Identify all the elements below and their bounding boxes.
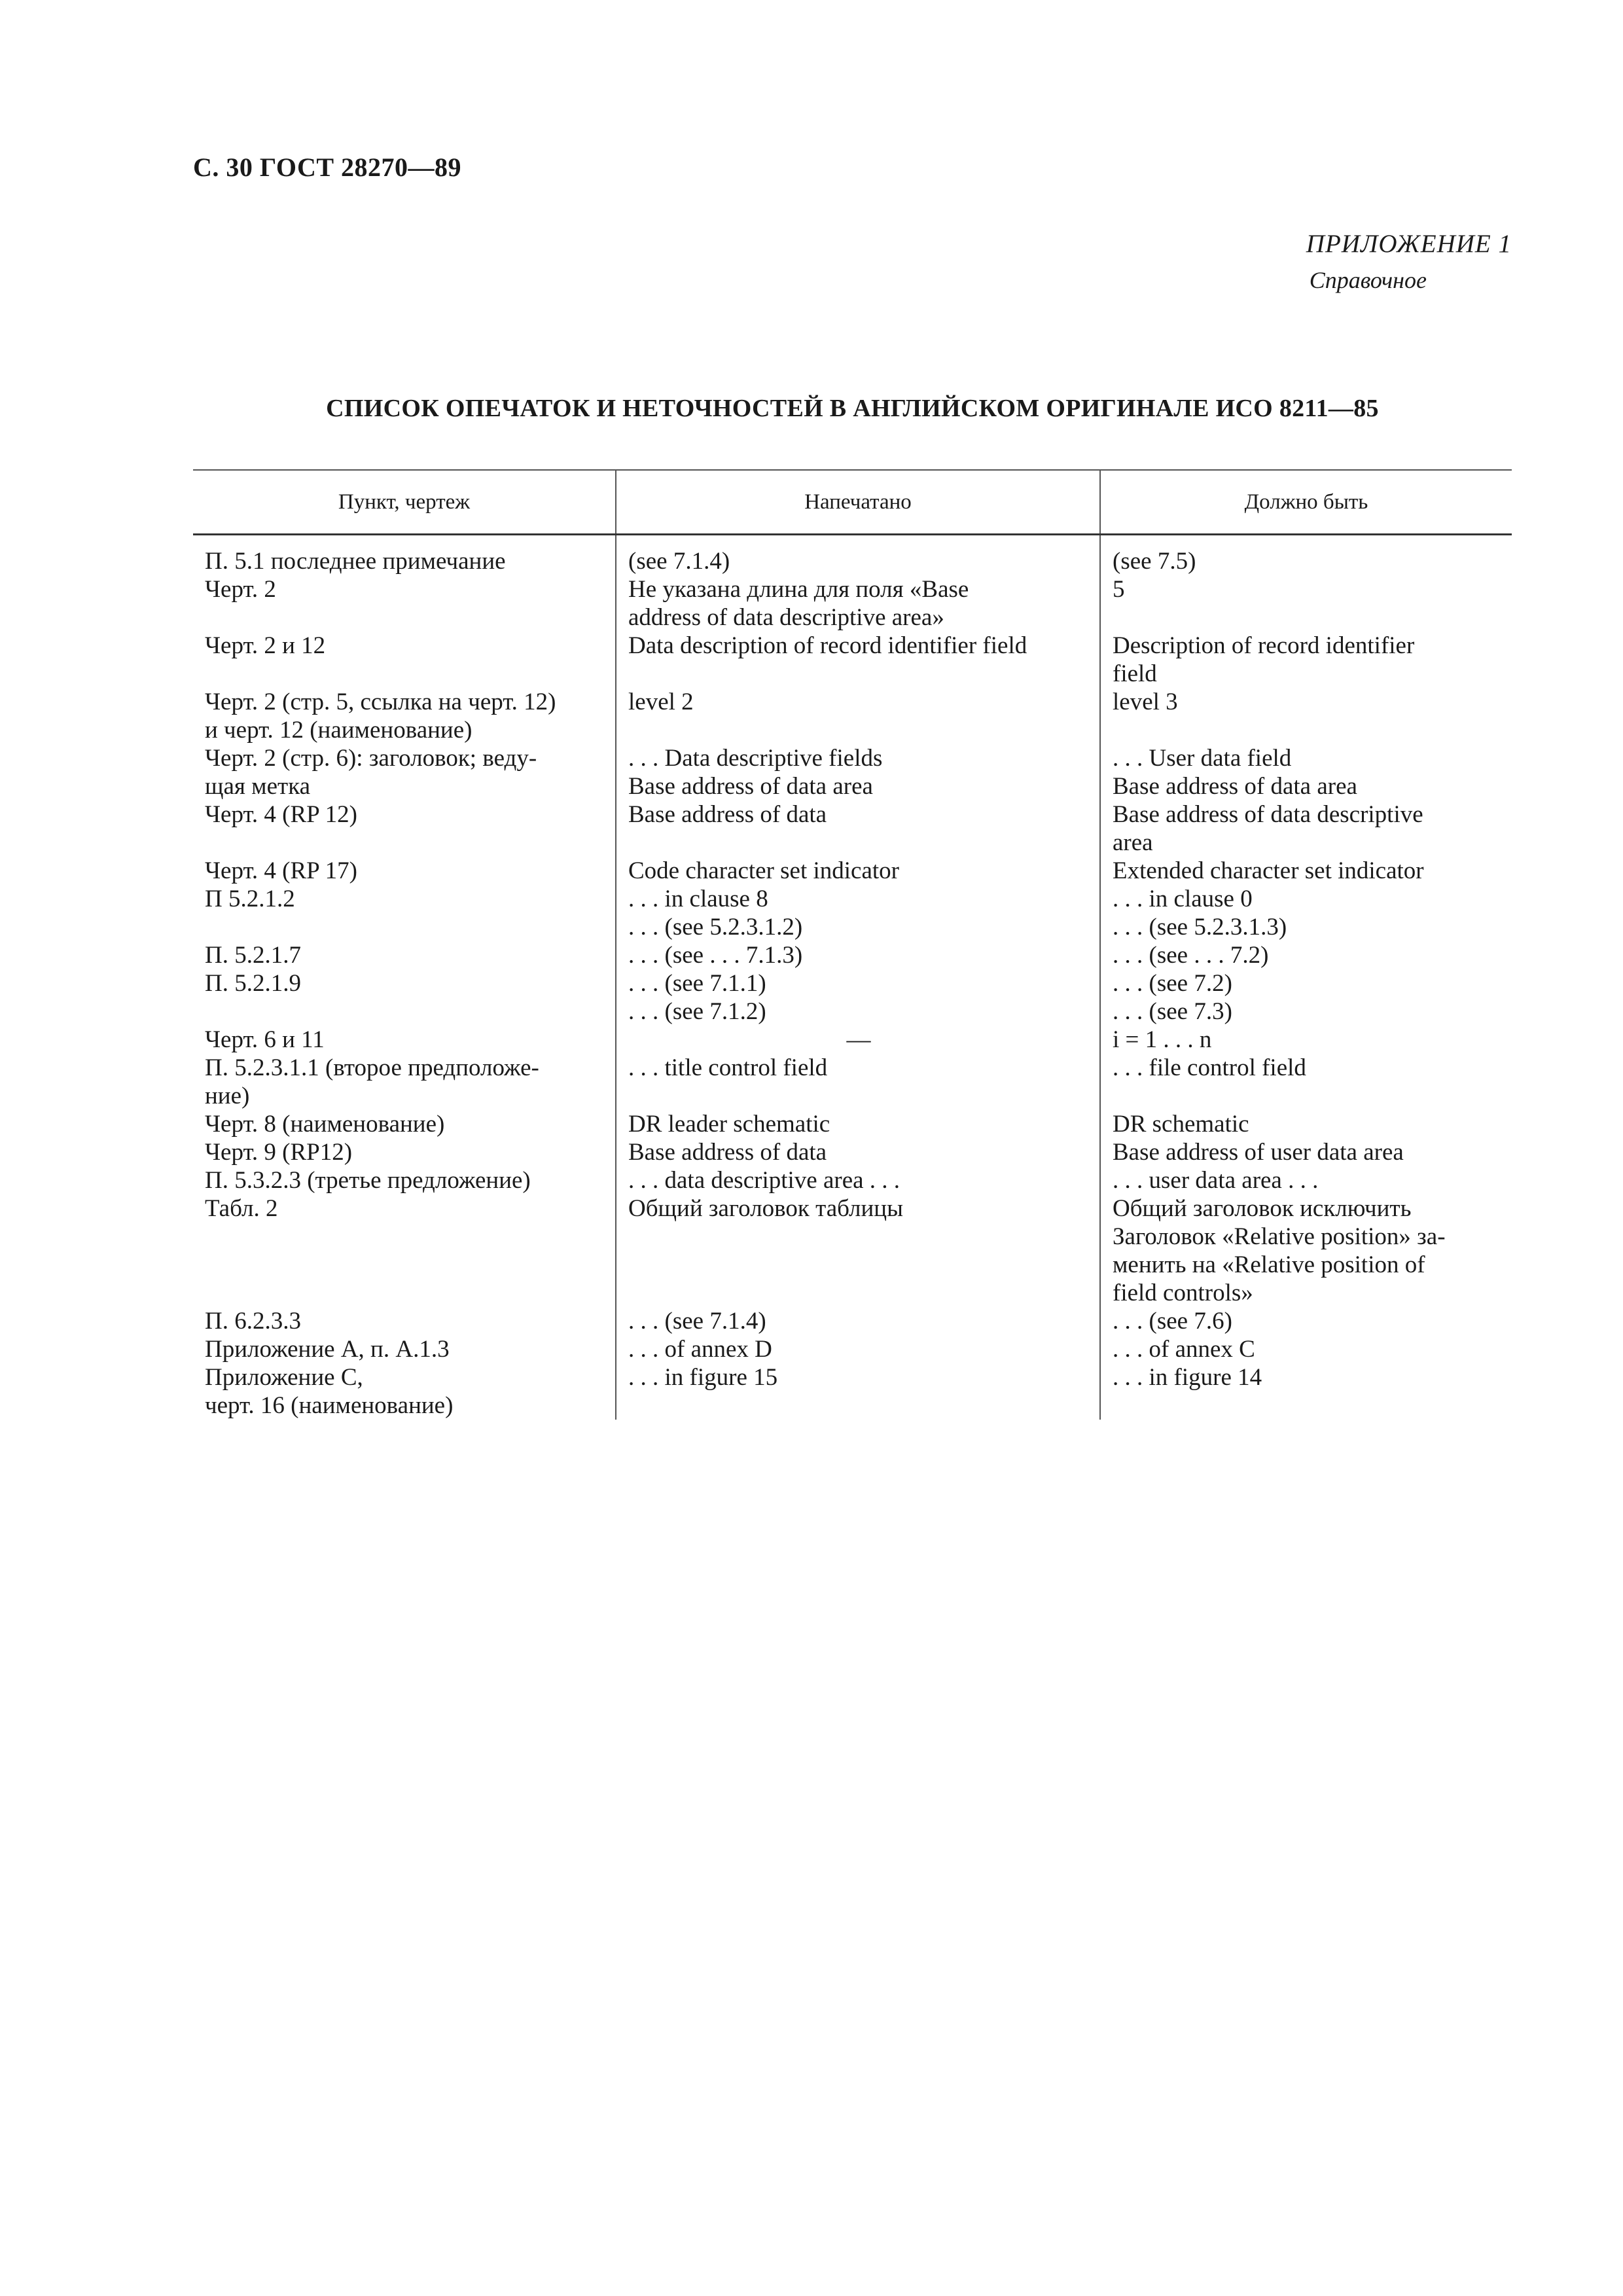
clause-cell: П. 5.3.2.3 (третье предложение) (205, 1167, 531, 1194)
printed-cell: . . . of annex D (628, 1336, 772, 1363)
clause-cell (205, 603, 605, 632)
clause-cell: Приложение А, п. А.1.3 (205, 1336, 450, 1363)
printed-cell: . . . Data descriptive fields (628, 745, 883, 772)
printed-cell (628, 1082, 1089, 1110)
correct-cell (1113, 603, 1501, 632)
correct-cell: . . . (see 5.2.3.1.3) (1113, 914, 1287, 941)
correct-cell: Общий заголовок исключить (1113, 1195, 1412, 1222)
printed-cell: . . . (see . . . 7.1.3) (628, 942, 803, 969)
clause-cell: Табл. 2 (205, 1195, 278, 1222)
correct-cell: i = 1 . . . n (1113, 1026, 1212, 1053)
clause-cell: Приложение С, (205, 1364, 363, 1391)
document-title: СПИСОК ОПЕЧАТОК И НЕТОЧНОСТЕЙ В АНГЛИЙСКОМ ОРИГИНАЛЕ ИСО 8211—85 (326, 395, 1379, 422)
correct-cell: . . . (see 7.2) (1113, 970, 1232, 997)
printed-cell (628, 1391, 1089, 1420)
annex-title: ПРИЛОЖЕНИЕ 1 (1306, 230, 1512, 258)
correct-cell: Extended character set indicator (1113, 857, 1424, 884)
printed-cell: . . . in figure 15 (628, 1364, 778, 1391)
printed-cell: — (846, 1026, 871, 1053)
printed-cell: Общий заголовок таблицы (628, 1195, 903, 1222)
correct-cell: . . . user data area . . . (1113, 1167, 1319, 1194)
clause-cell: Черт. 2 (стр. 6): заголовок; веду- (205, 745, 537, 772)
printed-cell: . . . data descriptive area . . . (628, 1167, 901, 1194)
correct-cell: . . . of annex C (1113, 1336, 1255, 1363)
correct-cell: менить на «Relative position of (1113, 1251, 1425, 1278)
correct-cell: level 3 (1113, 689, 1178, 715)
correct-cell: . . . in figure 14 (1113, 1364, 1262, 1391)
clause-cell: П. 5.2.1.9 (205, 970, 301, 997)
correct-cell: 5 (1113, 576, 1125, 603)
printed-cell (628, 829, 1089, 857)
correct-cell (1113, 1082, 1501, 1110)
printed-cell: Code character set indicator (628, 857, 899, 884)
clause-cell: и черт. 12 (наименование) (205, 717, 473, 744)
correct-cell: DR schematic (1113, 1111, 1249, 1138)
printed-cell: . . . (see 5.2.3.1.2) (628, 914, 803, 941)
clause-cell (205, 997, 605, 1026)
column-header-clause: Пункт, чертеж (193, 470, 616, 535)
clause-cell: Черт. 6 и 11 (205, 1026, 325, 1053)
printed-cell: . . . (see 7.1.2) (628, 998, 766, 1025)
errata-table (193, 469, 1512, 1420)
printed-cell (628, 1279, 1089, 1307)
correct-cell: . . . User data field (1113, 745, 1292, 772)
clause-cell (205, 1279, 605, 1307)
correct-cell: Base address of user data area (1113, 1139, 1404, 1166)
printed-cell: Data description of record identifier field (628, 632, 1027, 659)
clause-cell: ние) (205, 1083, 250, 1109)
clause-cell (205, 913, 605, 941)
clause-cell: Черт. 2 (стр. 5, ссылка на черт. 12) (205, 689, 556, 715)
correct-cell: . . . (see 7.6) (1113, 1308, 1232, 1335)
printed-cell: Base address of data area (628, 773, 873, 800)
clause-cell: щая метка (205, 773, 311, 800)
correct-cell: Description of record identifier (1113, 632, 1415, 659)
correct-cell: Base address of data area (1113, 773, 1357, 800)
printed-cell (628, 716, 1089, 744)
printed-cell (628, 1251, 1089, 1279)
correct-column (1100, 535, 1512, 1420)
clause-cell (205, 829, 605, 857)
printed-cell (628, 660, 1089, 688)
annex-subtitle: Справочное (1309, 267, 1427, 293)
correct-cell: area (1113, 829, 1153, 856)
printed-column (616, 535, 1100, 1420)
printed-cell: . . . (see 7.1.4) (628, 1308, 766, 1335)
printed-cell: . . . title control field (628, 1054, 828, 1081)
printed-cell: address of data descriptive area» (628, 604, 944, 631)
clause-cell: черт. 16 (наименование) (205, 1392, 454, 1419)
clause-cell: Черт. 2 и 12 (205, 632, 326, 659)
printed-cell: level 2 (628, 689, 694, 715)
table-header-row (193, 470, 1512, 535)
running-head: С. 30 ГОСТ 28270—89 (193, 152, 462, 182)
correct-cell (1113, 716, 1501, 744)
printed-cell: Не указана длина для поля «Base (628, 576, 969, 603)
table-row (193, 535, 1512, 1420)
printed-cell: . . . in clause 8 (628, 886, 768, 912)
printed-cell (628, 1223, 1089, 1251)
correct-cell: . . . (see 7.3) (1113, 998, 1232, 1025)
correct-cell: field controls» (1113, 1280, 1253, 1306)
clause-cell: П. 6.2.3.3 (205, 1308, 301, 1335)
printed-cell: Base address of data (628, 801, 827, 828)
correct-cell: Заголовок «Relative position» за- (1113, 1223, 1446, 1250)
clause-cell: Черт. 2 (205, 576, 276, 603)
clause-cell: Черт. 9 (RP12) (205, 1139, 353, 1166)
correct-cell: . . . (see . . . 7.2) (1113, 942, 1269, 969)
column-header-correct: Должно быть (1100, 470, 1512, 535)
printed-cell: . . . (see 7.1.1) (628, 970, 766, 997)
column-header-printed: Напечатано (616, 470, 1100, 535)
clause-column (193, 535, 616, 1420)
clause-cell: П 5.2.1.2 (205, 886, 295, 912)
correct-cell: field (1113, 660, 1157, 687)
printed-cell: DR leader schematic (628, 1111, 830, 1138)
correct-cell: Base address of data descriptive (1113, 801, 1423, 828)
printed-cell: (see 7.1.4) (628, 548, 730, 575)
clause-cell: Черт. 4 (RP 12) (205, 801, 357, 828)
correct-cell: (see 7.5) (1113, 548, 1196, 575)
clause-cell: Черт. 8 (наименование) (205, 1111, 445, 1138)
clause-cell (205, 660, 605, 688)
annex-label (1306, 229, 1512, 294)
correct-cell: . . . in clause 0 (1113, 886, 1253, 912)
correct-cell (1113, 1391, 1501, 1420)
clause-cell: П. 5.2.3.1.1 (второе предположе- (205, 1054, 539, 1081)
clause-cell: Черт. 4 (RP 17) (205, 857, 357, 884)
printed-cell: Base address of data (628, 1139, 827, 1166)
clause-cell (205, 1223, 605, 1251)
clause-cell: П. 5.2.1.7 (205, 942, 301, 969)
clause-cell (205, 1251, 605, 1279)
correct-cell: . . . file control field (1113, 1054, 1306, 1081)
clause-cell: П. 5.1 последнее примечание (205, 548, 506, 575)
